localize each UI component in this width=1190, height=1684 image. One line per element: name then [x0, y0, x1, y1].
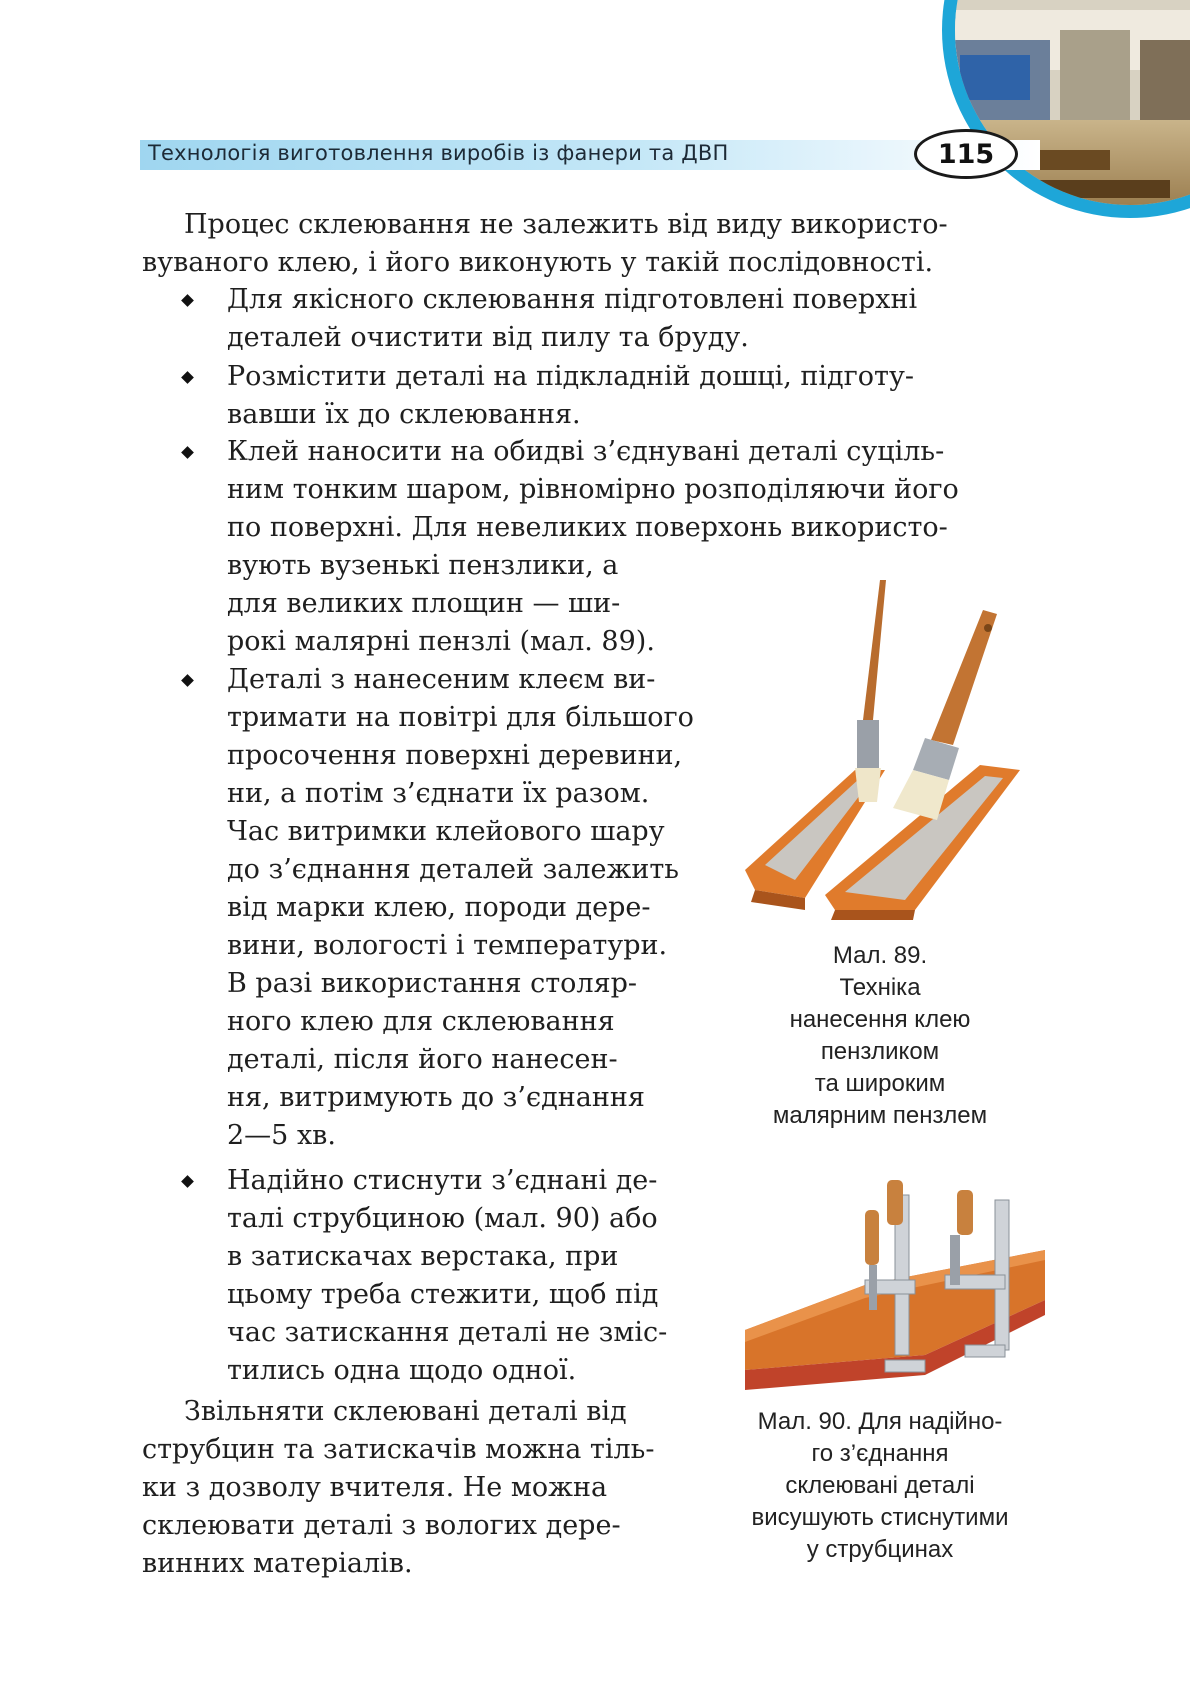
bullet-icon: [181, 674, 194, 687]
bullet-line: ним тонким шаром, рівномірно розподіляючи його: [227, 474, 959, 505]
bullet-line: Для якісного склеювання підготовлені поверхні: [227, 284, 918, 315]
bullet-line: цьому треба стежити, щоб під: [227, 1279, 659, 1310]
figure-90-caption-line: го з’єднання: [811, 1440, 949, 1467]
figure-90-caption-line: склеювані деталі: [785, 1472, 975, 1499]
bullet-line: по поверхні. Для невеликих поверхонь використо-: [227, 512, 948, 543]
bullet-line: ня, витримують до з’єднання: [227, 1082, 645, 1113]
bullet-line: ного клею для склеювання: [227, 1006, 615, 1037]
bullet-line: 2—5 хв.: [227, 1120, 336, 1151]
figure-89-caption-line: Техніка: [839, 974, 921, 1001]
bullet-line: тились одна щодо одної.: [227, 1355, 577, 1386]
closing-line: Звільняти склеювані деталі від: [184, 1396, 627, 1427]
bullet-line: просочення поверхні деревини,: [227, 740, 683, 771]
bullet-icon: [181, 371, 194, 384]
bullet-icon: [181, 1175, 194, 1188]
figure-90-caption-line: у струбцинах: [806, 1536, 954, 1563]
closing-line: ки з дозволу вчителя. Не можна: [142, 1472, 608, 1503]
closing-line: винних матеріалів.: [142, 1548, 413, 1579]
figure-89-caption-line: та широким: [814, 1070, 946, 1097]
bullet-line: вують вузенькі пензлики, а: [227, 550, 619, 581]
bullet-line: Клей наносити на обидві з’єднувані деталі суціль-: [227, 436, 945, 467]
bullet-line: час затискання деталі не зміс-: [227, 1317, 668, 1348]
bullet-line: Надійно стиснути з’єднані де-: [227, 1165, 658, 1196]
bullet-line: Час витримки клейового шару: [227, 816, 665, 847]
bullet-line: від марки клею, породи дере-: [227, 892, 651, 923]
bullet-line: деталей очистити від пилу та бруду.: [227, 322, 749, 353]
figure-90-caption-line: висушують стиснутими: [751, 1504, 1009, 1531]
figure-89-caption-line: Мал. 89.: [832, 942, 928, 969]
bullet-line: В разі використання столяр-: [227, 968, 638, 999]
bullet-line: до з’єднання деталей залежить: [227, 854, 679, 885]
bullet-line: вини, вологості і температури.: [227, 930, 668, 961]
bullet-line: тримати на повітрі для більшого: [227, 702, 694, 733]
bullet-line: для великих площин — ши-: [227, 588, 621, 619]
bullet-line: в затискачах верстака, при: [227, 1241, 619, 1272]
closing-line: струбцин та затискачів можна тіль-: [142, 1434, 655, 1465]
bullet-line: вавши їх до склеювання.: [227, 399, 581, 430]
figure-89-caption-line: нанесення клею: [789, 1006, 971, 1033]
figure-90-illustration: [745, 1180, 1045, 1390]
bullet-line: деталі, після його нанесен-: [227, 1044, 618, 1075]
bullet-line: Деталі з нанесеним клеєм ви-: [227, 664, 656, 695]
bullet-line: рокі малярні пензлі (мал. 89).: [227, 626, 655, 657]
intro-line: вуваного клею, і його виконують у такій послідовності.: [142, 247, 934, 278]
figure-90-caption-line: Мал. 90. Для надійно-: [757, 1408, 1003, 1435]
bullet-line: Розмістити деталі на підкладній дошці, підготу-: [227, 361, 914, 392]
intro-line: Процес склеювання не залежить від виду використо-: [184, 209, 948, 240]
bullet-line: талі струбциною (мал. 90) або: [227, 1203, 658, 1234]
figure-89-illustration: [745, 580, 1045, 920]
figure-89-caption-line: пензликом: [820, 1038, 940, 1065]
bullet-icon: [181, 294, 194, 307]
bullet-line: ни, а потім з’єднати їх разом.: [227, 778, 650, 809]
page-number: 115: [914, 129, 1018, 179]
figure-89-caption-line: малярним пензлем: [772, 1102, 988, 1129]
closing-line: склеювати деталі з вологих дере-: [142, 1510, 621, 1541]
section-title: Технологія виготовлення виробів із фанери та ДВП: [148, 141, 729, 165]
bullet-icon: [181, 446, 194, 459]
workshop-photo: [930, 0, 1190, 230]
